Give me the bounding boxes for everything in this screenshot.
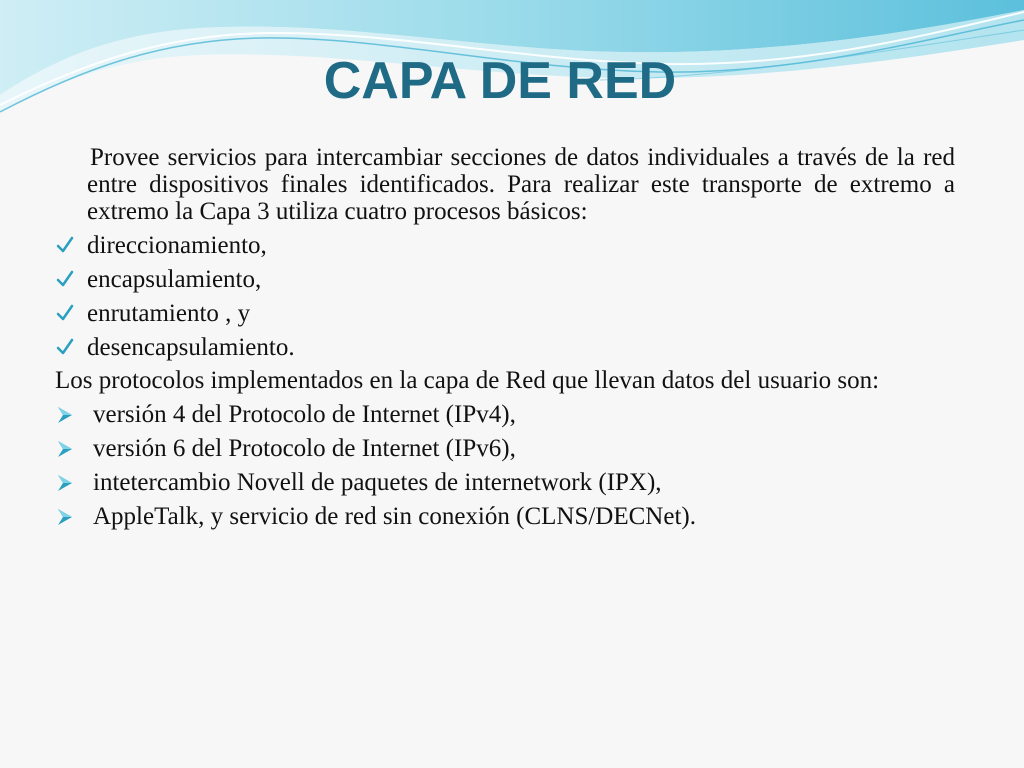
slide-body bbox=[55, 144, 955, 530]
protocol-item-appletalk bbox=[55, 503, 955, 530]
slide-title: CAPA DE RED bbox=[323, 52, 677, 110]
arrow-right-icon bbox=[55, 439, 75, 459]
protocols-paragraph: Los protocolos implementados en la capa de Red que llevan datos del usuario son: bbox=[55, 367, 880, 394]
intro-paragraph: Provee servicios para intercambiar secciones de datos individuales a través de la red entre dispositivos finales identificados. Para realizar este transporte de extremo a extremo la Capa 3 utiliza cuatro procesos básicos: bbox=[87, 144, 955, 225]
process-item-direccionamiento bbox=[55, 232, 955, 259]
process-item-encapsulamiento bbox=[55, 266, 955, 293]
protocol-item-label: versión 6 del Protocolo de Internet (IPv6), bbox=[93, 435, 516, 462]
arrow-right-icon bbox=[55, 473, 75, 493]
arrow-right-icon bbox=[55, 507, 75, 527]
check-icon bbox=[55, 235, 75, 255]
check-icon bbox=[55, 337, 75, 357]
process-item-desencapsulamiento bbox=[55, 334, 955, 361]
process-item-label: desencapsulamiento. bbox=[87, 334, 295, 361]
check-icon bbox=[55, 269, 75, 289]
process-item-enrutamiento bbox=[55, 300, 955, 327]
protocol-item-ipx bbox=[55, 469, 955, 496]
arrow-right-icon bbox=[55, 405, 75, 425]
protocol-item-label: intetercambio Novell de paquetes de internetwork (IPX), bbox=[93, 469, 662, 496]
protocol-item-label: versión 4 del Protocolo de Internet (IPv4), bbox=[93, 401, 516, 428]
check-icon bbox=[55, 303, 75, 323]
protocol-item-ipv6 bbox=[55, 435, 955, 462]
process-item-label: enrutamiento , y bbox=[87, 300, 251, 327]
process-item-label: direccionamiento, bbox=[87, 232, 267, 259]
protocol-item-ipv4 bbox=[55, 401, 955, 428]
process-item-label: encapsulamiento, bbox=[87, 266, 262, 293]
protocol-item-label: AppleTalk, y servicio de red sin conexión (CLNS/DECNet). bbox=[93, 503, 696, 530]
